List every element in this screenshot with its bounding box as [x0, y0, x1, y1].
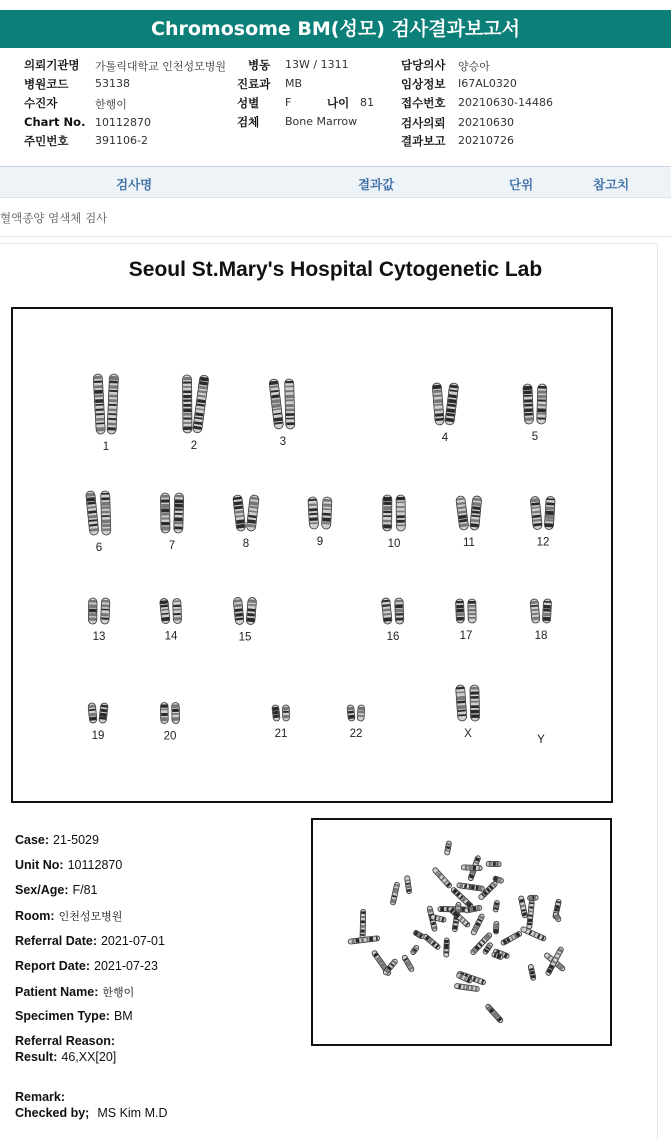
- referral-reason-row: [15, 1034, 115, 1048]
- ward-value: 13W / 1311: [285, 58, 349, 71]
- chromosome-pair-2: [183, 375, 210, 452]
- chromosome-pair-5: [523, 384, 547, 443]
- chromosome-pair-8: [233, 495, 260, 550]
- doctor-value: 양승아: [458, 60, 490, 73]
- referral-date-row: [15, 934, 165, 948]
- chromosome-pair-20: [160, 702, 179, 742]
- referral-reason-label: Referral Reason:: [15, 1034, 116, 1048]
- chromosome-label-7: 7: [168, 540, 176, 552]
- chromosome-pair-13: [88, 598, 110, 643]
- request-date-value: 20210630: [458, 116, 514, 129]
- room-label: Room:: [15, 909, 55, 923]
- result-value: 46,XX[20]: [61, 1050, 117, 1064]
- chromosome-pair-9: [308, 497, 332, 548]
- case-label: Case:: [15, 833, 50, 847]
- report-date-label-en: Report Date:: [15, 959, 91, 973]
- chromosome-label-11: 11: [463, 537, 475, 549]
- sex-age-row: [15, 883, 98, 897]
- specimen-type-value: BM: [113, 1009, 133, 1023]
- chromosome-pair-19: [88, 703, 108, 742]
- requesting-org-value: 가톨릭대학교 인천성모병원: [95, 60, 227, 73]
- chromosome-pair-3: [269, 379, 295, 448]
- checked-by-label: Checked by;: [15, 1106, 90, 1120]
- test-name: 혈액종양 염색체 검사: [0, 211, 108, 225]
- chromosome-pair-21: [272, 705, 290, 740]
- chromosome-label-5: 5: [531, 431, 539, 443]
- room-value: 인천성모병원: [58, 911, 123, 923]
- report-title: Chromosome BM(성모) 검사결과보고서: [0, 10, 671, 48]
- patient-label: 수진자: [24, 96, 58, 110]
- chromosome-label-4: 4: [441, 432, 449, 444]
- patient-name-label: Patient Name:: [15, 985, 99, 999]
- resident-no-label: 주민번호: [24, 134, 69, 148]
- col-reference: 참고치: [593, 177, 630, 192]
- chromosome-pair-14: [160, 598, 182, 642]
- request-date-label: 검사의뢰: [401, 116, 446, 130]
- report-date-value-en: 2021-07-23: [94, 959, 158, 973]
- checked-by-row: [15, 1106, 167, 1120]
- dept-value: MB: [285, 77, 303, 90]
- patient-value: 한행이: [95, 98, 127, 111]
- col-test-name: 검사명: [116, 177, 153, 192]
- chromosome-label-14: 14: [164, 630, 178, 643]
- result-row: [15, 1050, 116, 1064]
- chromosome-label-15: 15: [238, 631, 252, 644]
- unit-no-row: [15, 858, 122, 872]
- chromosome-pair-11: [456, 496, 482, 549]
- receipt-no-label: 접수번호: [401, 96, 446, 110]
- chromosome-pair-22: [347, 705, 365, 740]
- chromosome-pair-15: [233, 597, 257, 643]
- dept-label: 진료과: [237, 77, 271, 91]
- specimen-label: 검체: [237, 115, 260, 129]
- age-value: 81: [360, 96, 374, 109]
- room-row: [15, 908, 122, 924]
- patient-name-value: 한행이: [102, 987, 135, 999]
- specimen-type-label: Specimen Type:: [15, 1009, 110, 1023]
- chromosome-label-3: 3: [279, 436, 287, 448]
- receipt-no-value: 20210630-14486: [458, 96, 553, 109]
- referral-date-label: Referral Date:: [15, 934, 97, 948]
- divider: [0, 236, 671, 237]
- ward-label: 병동: [248, 58, 271, 72]
- metaphase-image: [313, 820, 610, 1044]
- chromosome-label-12: 12: [536, 536, 550, 549]
- chromosome-pair-17: [456, 599, 477, 642]
- chromosome-pair-7: [161, 493, 184, 552]
- patient-info-panel: [0, 50, 671, 165]
- clinical-info-value: I67AL0320: [458, 77, 517, 90]
- chromosome-pair-16: [381, 598, 404, 643]
- chromosome-pair-4: [432, 383, 459, 444]
- chromosome-pair-Y: [537, 734, 545, 746]
- remark-label: Remark:: [15, 1090, 66, 1104]
- sex-age-value: F/81: [72, 883, 98, 897]
- checked-by-value: MS Kim M.D: [97, 1106, 168, 1120]
- chromosome-pair-1: [93, 374, 118, 453]
- report-date-label: 결과보고: [401, 134, 446, 148]
- remark-row: [15, 1090, 65, 1104]
- chromosome-label-10: 10: [387, 538, 401, 550]
- chart-no-value: 10112870: [95, 116, 151, 129]
- hospital-code-value: 53138: [95, 77, 130, 90]
- chromosome-label-13: 13: [92, 631, 106, 643]
- case-value: 21-5029: [53, 833, 99, 847]
- col-result: 결과값: [358, 177, 395, 192]
- chromosome-label-16: 16: [386, 631, 400, 643]
- chromosome-label-8: 8: [242, 538, 250, 550]
- age-label: 나이: [327, 96, 350, 110]
- unit-no-value: 10112870: [67, 858, 123, 872]
- chromosome-label-19: 19: [91, 730, 105, 742]
- chromosome-pair-18: [530, 599, 552, 642]
- chromosome-label-17: 17: [459, 630, 473, 642]
- report-date-row: [15, 959, 158, 973]
- metaphase-chromosomes: [348, 841, 566, 1024]
- doctor-label: 담당의사: [401, 58, 446, 72]
- sex-value: F: [285, 96, 292, 109]
- chromosome-pair-X: [455, 685, 479, 740]
- referral-date-value: 2021-07-01: [100, 934, 165, 948]
- patient-name-row: [15, 984, 134, 1000]
- sex-age-label: Sex/Age:: [15, 883, 69, 897]
- lab-title: Seoul St.Mary's Hospital Cytogenetic Lab: [128, 258, 543, 281]
- chromosome-label-2: 2: [190, 440, 198, 452]
- results-table-header: [0, 166, 671, 198]
- metaphase-panel: [311, 818, 612, 1046]
- chromosome-label-20: 20: [163, 730, 177, 743]
- specimen-value: Bone Marrow: [285, 115, 358, 128]
- chromosome-label-9: 9: [316, 536, 324, 548]
- col-unit: 단위: [509, 177, 534, 192]
- karyogram-panel: [11, 307, 613, 803]
- chromosome-label-21: 21: [274, 728, 288, 740]
- chromosome-label-22: 22: [349, 728, 363, 740]
- chromosome-label-6: 6: [95, 542, 103, 554]
- case-row: [15, 833, 99, 847]
- chromosome-pair-6: [86, 491, 111, 554]
- result-label: Result:: [15, 1050, 58, 1064]
- chromosome-label-X: X: [464, 728, 472, 740]
- sex-label: 성별: [237, 96, 260, 110]
- karyogram-image: [13, 309, 611, 801]
- chromosome-label-18: 18: [534, 630, 548, 642]
- chart-no-label: Chart No.: [24, 115, 86, 129]
- clinical-info-label: 임상정보: [401, 77, 446, 91]
- report-date-value: 20210726: [458, 134, 514, 147]
- chromosome-pair-12: [530, 496, 555, 548]
- requesting-org-label: 의뢰기관명: [24, 58, 80, 72]
- chromosome-label-1: 1: [102, 441, 110, 453]
- chromosome-pair-10: [383, 495, 406, 550]
- specimen-type-row: [15, 1009, 133, 1023]
- resident-no-value: 391106-2: [95, 134, 148, 147]
- hospital-code-label: 병원코드: [24, 77, 69, 91]
- unit-no-label: Unit No:: [15, 858, 64, 872]
- chromosome-label-Y: Y: [537, 734, 545, 746]
